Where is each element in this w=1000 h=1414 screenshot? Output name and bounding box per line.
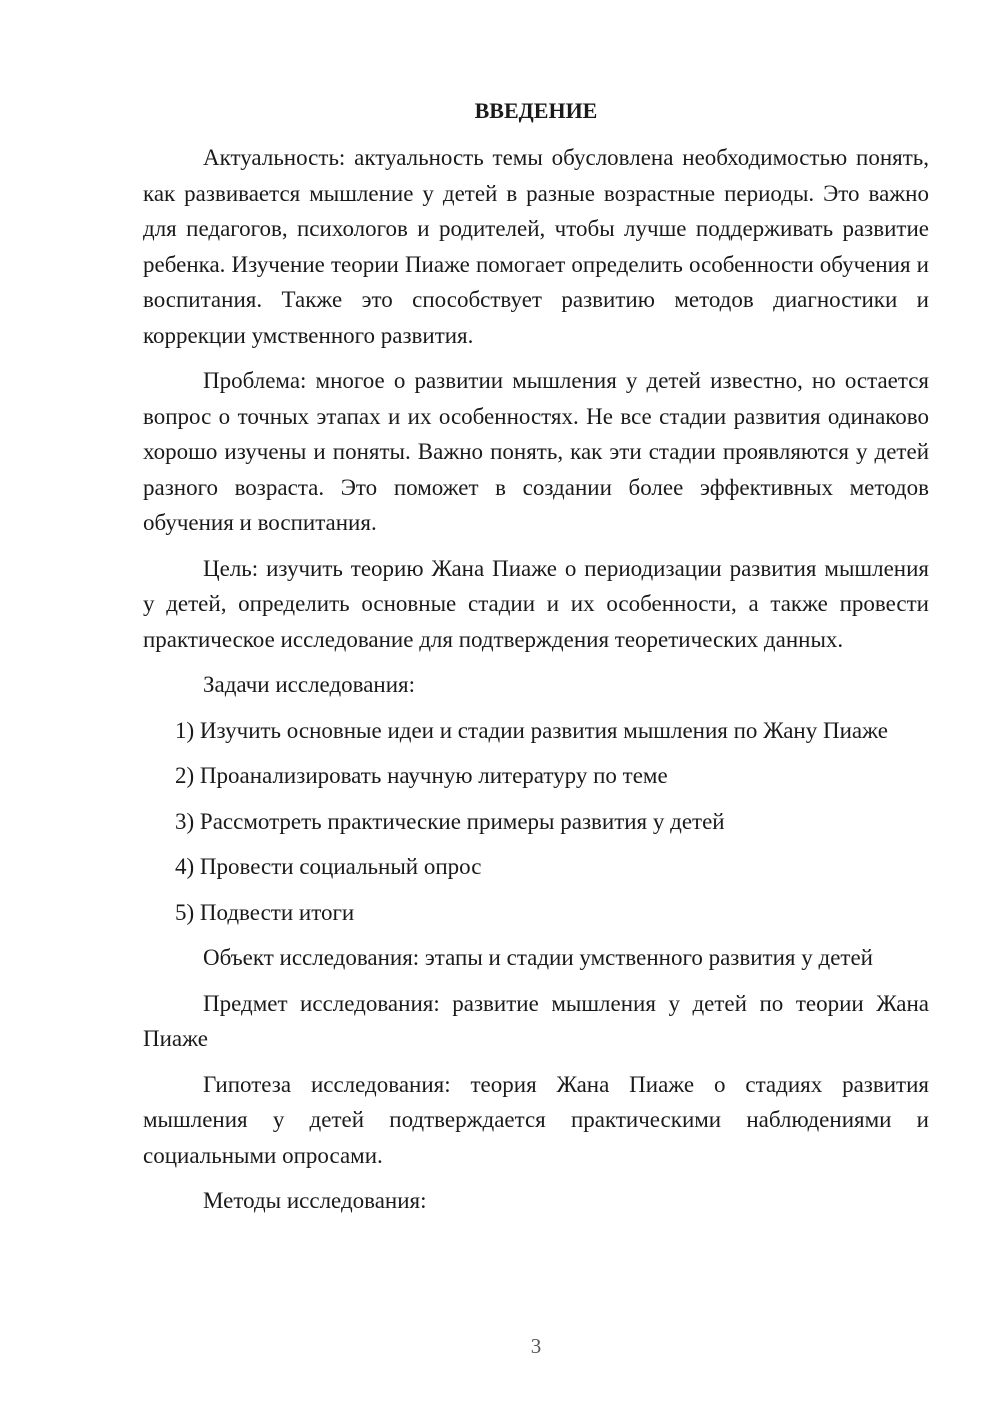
relevance-paragraph: Актуальность: актуальность темы обусловлена необходимостью понять, как развивается мышление у детей в разные возрастные периоды. Это важно для педагогов, психологов и родителей, чтобы лучше поддерживать развитие ребенка. Изучение теории Пиаже помогает определить особенности обучения и воспитания. Также это способствует развитию методов диагностики и коррекции умственного развития. [143,145,929,348]
methods-heading: Методы исследования: [203,1188,427,1213]
page-content [143,96,929,1229]
problem-paragraph: Проблема: многое о развитии мышления у детей известно, но остается вопрос о точных этапах и их особенностях. Не все стадии развития одинаково хорошо изучены и поняты. Важно понять, как эти стадии проявляются у детей разного возраста. Это поможет в создании более эффективных методов обучения и воспитания. [143,368,929,535]
task-item-2: 2) Проанализировать научную литературу по теме [175,763,668,788]
subject-paragraph: Предмет исследования: развитие мышления у детей по теории Жана Пиаже [143,990,929,1051]
object-paragraph: Объект исследования: этапы и стадии умственного развития у детей [203,945,873,970]
task-item-5: 5) Подвести итоги [175,899,355,925]
goal-paragraph: Цель: изучить теорию Жана Пиаже о периодизации развития мышления у детей, определить основные стадии и их особенности, а также провести практическое исследование для подтверждения теоретических данных. [143,555,929,652]
page-number: 3 [530,1334,542,1358]
task-item-4: 4) Провести социальный опрос [175,854,482,879]
task-item-1: 1) Изучить основные идеи и стадии развития мышления по Жану Пиаже [175,717,888,743]
section-title: ВВЕДЕНИЕ [474,98,598,123]
hypothesis-paragraph: Гипотеза исследования: теория Жана Пиаже о стадиях развития мышления у детей подтверждается практическими наблюдениями и социальными опросами. [143,1071,929,1168]
tasks-heading: Задачи исследования: [203,672,416,697]
task-item-3: 3) Рассмотреть практические примеры развития у детей [175,808,725,834]
